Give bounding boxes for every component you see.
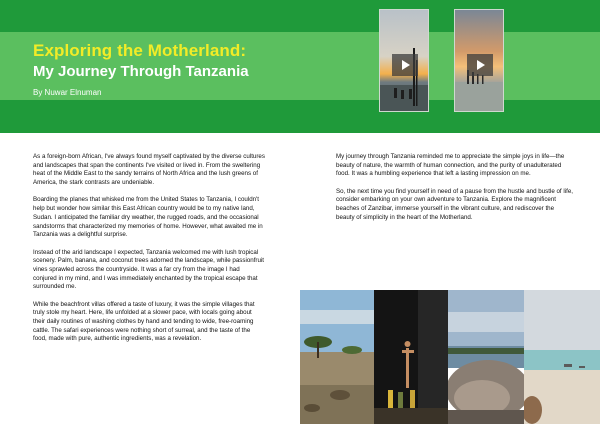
paragraph: So, the next time you find yourself in need of a pause from the hustle and bustle of life, consider embarking on your own adventure to Tanzania. Explore the magnificent beaches of Zanzibar, immerse yourself in the vibrant culture, and rediscover the beauty of simplicity in the heart of the Motherland.: [336, 187, 573, 221]
left-column: [33, 153, 265, 353]
sunset-beach-video[interactable]: [379, 9, 429, 112]
pier-sunset-video[interactable]: [454, 9, 504, 112]
page-title: Exploring the Motherland:: [33, 41, 247, 60]
play-icon[interactable]: [467, 54, 493, 76]
paragraph: While the beachfront villas offered a taste of luxury, it was the simple villages that truly stole my heart. Here, life unfolded at a slower pace, with locals going about their daily routines of washing clothes by hand and tending to wide, free-roaming cattle. The safari experiences were nothing short of surreal, and the taste of the food, made with pure, authentic ingredients, was a revelation.: [33, 300, 255, 343]
acrobat-photo: [374, 290, 448, 424]
header-banner: [0, 0, 600, 133]
paragraph: As a foreign-born African, I've always found myself captivated by the diverse cultures and landscapes that span the continents I've visited or lived in. From the sweltering heat of the Middle East to the sandy terrains of North Africa and the lush greens of America, the stark contrasts are undeniable.: [33, 153, 265, 187]
right-column: [336, 153, 573, 231]
paragraph: Boarding the planes that whisked me from the United States to Tanzania, I couldn't help but wonder how similar this East African country would be to my native land, Sudan. I anticipated the familiar dry weather, the rugged roads, and the occasional sandstorms that characterized my memories of home. However, what awaited me in Tanzania was a delightful surprise.: [33, 196, 263, 239]
play-icon[interactable]: [392, 54, 418, 76]
coastline-photo: [448, 290, 524, 424]
beach-photo: [524, 290, 600, 424]
savanna-photo: [300, 290, 374, 424]
page-subtitle: My Journey Through Tanzania: [33, 63, 249, 80]
paragraph: My journey through Tanzania reminded me to appreciate the simple joys in life—the beauty of nature, the warmth of human connection, and the purity of unadulterated food. It was a humbling experience that left a lasting impression on me.: [336, 153, 565, 178]
paragraph: Instead of the arid landscape I expected, Tanzania welcomed me with lush tropical scenery. Palm, banana, and coconut trees adorned the landscape, while passionfruit vines sprawled across the countryside. It was a far cry from the image I had conjured in my mind, and I was immediately enchanted by the tropical escape that surrounded me.: [33, 248, 265, 291]
byline: By Nuwar Elnuman: [33, 88, 102, 97]
